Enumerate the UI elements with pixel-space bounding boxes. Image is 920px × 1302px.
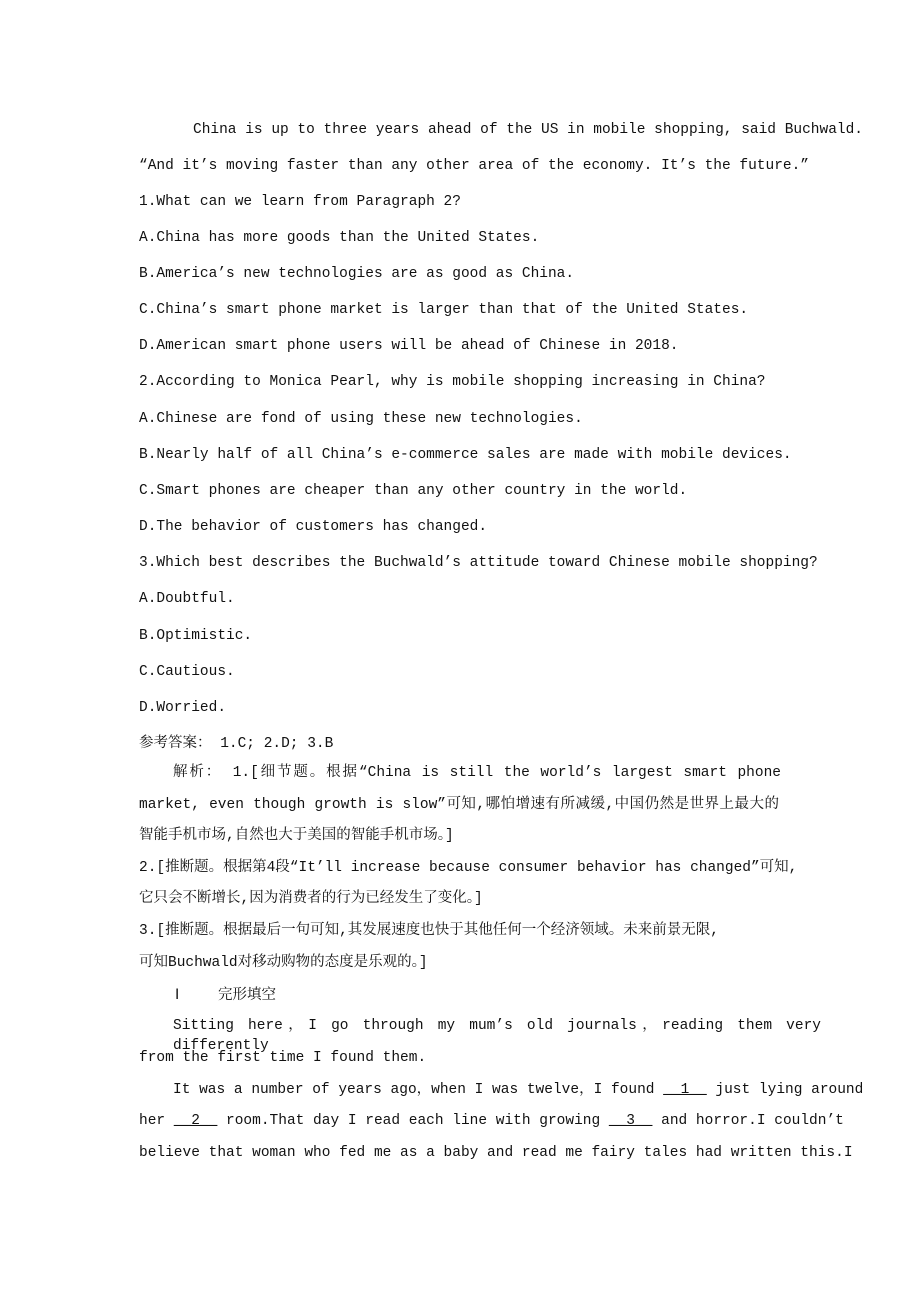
cloze-text: room.That day I read each line with growing [217, 1113, 609, 1129]
analysis-line: 3.[推断题。根据最后一句可知,其发展速度也快于其他任何一个经济领域。未来前景无限, [139, 923, 720, 939]
cloze-text: just lying around [706, 1082, 864, 1098]
cloze-blank-2: __2__ [173, 1113, 218, 1129]
option: C.Cautious. [139, 664, 235, 680]
answer-key: 参考答案： 1.C; 2.D; 3.B [139, 736, 334, 752]
question-stem: 1.What can we learn from Paragraph 2? [139, 194, 461, 210]
option: D.American smart phone users will be ahead of Chinese in 2018. [139, 338, 679, 354]
cloze-blank-1: __1__ [663, 1082, 707, 1098]
analysis-line: 它只会不断增长,因为消费者的行为已经发生了变化。] [139, 891, 483, 907]
analysis-line: 解析： 1.[细节题。根据“China is still the world’s largest smart phone [173, 765, 781, 781]
cloze-line: believe that woman who fed me as a baby and read me fairy tales had written this.I [139, 1145, 853, 1161]
section-numeral: I [175, 987, 180, 1003]
cloze-blank-3: __3__ [608, 1113, 653, 1129]
question-stem: 3.Which best describes the Buchwald’s attitude toward Chinese mobile shopping? [139, 555, 818, 571]
cloze-line [139, 1111, 844, 1131]
cloze-line [173, 1080, 863, 1100]
cloze-text: It was a number of years ago，when I was twelve，I found [173, 1082, 664, 1098]
option: B.Optimistic. [139, 628, 253, 644]
option: C.China’s smart phone market is larger than that of the United States. [139, 302, 749, 318]
option: A.Doubtful. [139, 591, 235, 607]
analysis-line: 智能手机市场,自然也大于美国的智能手机市场。] [139, 828, 454, 844]
passage-line: China is up to three years ahead of the US in mobile shopping, said Buchwald. [193, 122, 864, 138]
option: B.Nearly half of all China’s e-commerce sales are made with mobile devices. [139, 447, 792, 463]
passage-line: “And it’s moving faster than any other area of the economy. It’s the future.” [139, 158, 810, 174]
option: D.Worried. [139, 700, 227, 716]
cloze-line: Sitting here，I go through my mum’s old journals，reading them very differently [173, 1018, 821, 1054]
question-stem: 2.According to Monica Pearl, why is mobile shopping increasing in China? [139, 374, 766, 390]
section-title: 完形填空 [218, 987, 276, 1003]
cloze-line: from the first time I found them. [139, 1050, 427, 1066]
analysis-line: market, even though growth is slow”可知,哪怕增速有所减缓,中国仍然是世界上最大的 [139, 797, 779, 813]
option: D.The behavior of customers has changed. [139, 519, 488, 535]
option: A.Chinese are fond of using these new technologies. [139, 411, 583, 427]
cloze-text: and horror.I couldn’t [652, 1113, 844, 1129]
analysis-line: 2.[推断题。根据第4段“It’ll increase because consumer behavior has changed”可知, [139, 860, 798, 876]
option: B.America’s new technologies are as good as China. [139, 266, 575, 282]
option: C.Smart phones are cheaper than any other country in the world. [139, 483, 688, 499]
analysis-line: 可知Buchwald对移动购物的态度是乐观的。] [139, 955, 428, 971]
cloze-text: her [139, 1113, 174, 1129]
option: A.China has more goods than the United States. [139, 230, 540, 246]
